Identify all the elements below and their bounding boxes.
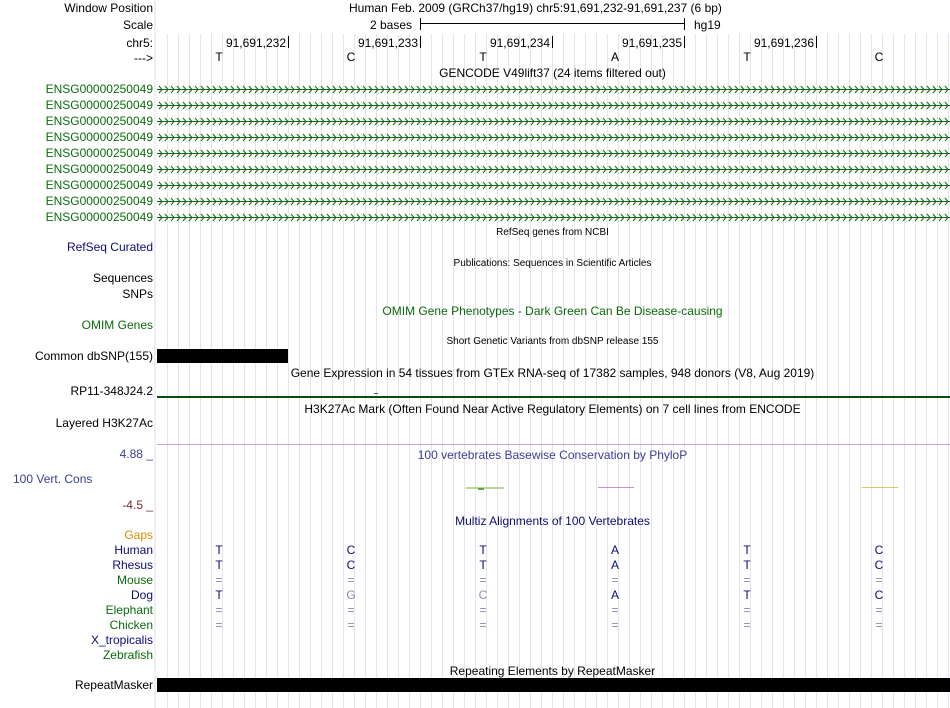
alignment-base: T (743, 543, 751, 557)
phylop-title: 100 vertebrates Basewise Conservation by PhyloP (417, 448, 688, 462)
alignment-base: A (610, 558, 619, 572)
species-label[interactable]: Zebrafish (102, 648, 153, 662)
coordinate-tick-mark (420, 36, 421, 48)
snps-label[interactable]: SNPs (122, 287, 153, 301)
alignment-base: = (215, 603, 223, 617)
alignment-base: A (610, 588, 619, 602)
coordinate-tick-label: 91,691,235 (621, 36, 682, 50)
coordinate-tick-label: 91,691,236 (753, 36, 814, 50)
repeatmasker-label[interactable]: RepeatMasker (74, 678, 153, 692)
gencode-transcript-arrows[interactable] (157, 213, 950, 223)
dbsnp-variant-bar[interactable] (157, 349, 288, 363)
refseq-curated-label[interactable]: RefSeq Curated (66, 240, 153, 254)
gencode-gene-label[interactable]: ENSG00000250049 (45, 114, 153, 128)
alignment-base: = (479, 573, 487, 587)
strand-label: ---> (134, 51, 153, 65)
alignment-base: = (215, 573, 223, 587)
reference-base: C (346, 50, 356, 64)
coordinate-tick-label: 91,691,232 (225, 36, 286, 50)
publications-title: Publications: Sequences in Scientific Articles (453, 258, 652, 269)
alignment-base: = (479, 603, 487, 617)
alignment-base: = (347, 603, 355, 617)
chrom-label: chr5: (126, 36, 153, 50)
alignment-base: T (215, 588, 223, 602)
scale-text: 2 bases (370, 18, 413, 32)
reference-base: T (743, 50, 751, 64)
coordinate-tick-mark (816, 36, 817, 48)
alignment-base: = (611, 603, 619, 617)
alignment-base: = (875, 603, 883, 617)
gencode-transcript-arrows[interactable] (157, 181, 950, 191)
species-label[interactable]: Human (114, 543, 153, 557)
h3k27ac-label[interactable]: Layered H3K27Ac (55, 416, 153, 430)
reference-base: A (610, 50, 619, 64)
repeatmasker-element-bar[interactable] (157, 678, 950, 692)
gencode-transcript-arrows[interactable] (157, 149, 950, 159)
alignment-base: C (874, 543, 884, 557)
alignment-base: = (215, 618, 223, 632)
gencode-gene-label[interactable]: ENSG00000250049 (45, 130, 153, 144)
omim-title: OMIM Gene Phenotypes - Dark Green Can Be Disease-causing (382, 304, 723, 318)
alignment-base: T (215, 543, 223, 557)
species-label[interactable]: Dog (130, 588, 153, 602)
reference-base: T (479, 50, 487, 64)
phylop-max-label: 4.88 _ (119, 447, 153, 461)
alignment-base: C (346, 543, 356, 557)
refseq-title: RefSeq genes from NCBI (496, 227, 609, 238)
alignment-base: C (874, 588, 884, 602)
alignment-base: C (346, 558, 356, 572)
gaps-label[interactable]: Gaps (124, 528, 153, 542)
alignment-base: T (479, 558, 487, 572)
coordinate-tick-mark (288, 36, 289, 48)
species-label[interactable]: Mouse (116, 573, 153, 587)
species-label[interactable]: Rhesus (112, 558, 153, 572)
gtex-tick (374, 393, 378, 394)
assembly-name: hg19 (694, 18, 721, 32)
dbsnp-title: Short Genetic Variants from dbSNP release 155 (446, 336, 659, 347)
coordinate-tick-label: 91,691,234 (489, 36, 550, 50)
gtex-baseline[interactable] (157, 396, 950, 398)
alignment-base: = (347, 618, 355, 632)
window-position-label: Window Position (64, 1, 153, 15)
gencode-gene-label[interactable]: ENSG00000250049 (45, 178, 153, 192)
alignment-base: T (479, 543, 487, 557)
window-position-value: Human Feb. 2009 (GRCh37/hg19) chr5:91,691,232-91,691,237 (6 bp) (349, 1, 722, 15)
publications-sequences-label[interactable]: Sequences (92, 271, 153, 285)
phylop-label[interactable]: 100 Vert. Cons (13, 472, 93, 486)
gencode-transcript-arrows[interactable] (157, 165, 950, 175)
gencode-gene-label[interactable]: ENSG00000250049 (45, 82, 153, 96)
alignment-base: = (611, 618, 619, 632)
alignment-base: A (610, 543, 619, 557)
dbsnp-label[interactable]: Common dbSNP(155) (34, 349, 153, 363)
alignment-base: G (346, 588, 356, 602)
coordinate-tick-mark (552, 36, 553, 48)
h3k27ac-title: H3K27Ac Mark (Often Found Near Active Regulatory Elements) on 7 cell lines from ENCODE (304, 402, 801, 416)
gencode-gene-label[interactable]: ENSG00000250049 (45, 194, 153, 208)
gencode-gene-label[interactable]: ENSG00000250049 (45, 162, 153, 176)
gencode-transcript-arrows[interactable] (157, 117, 950, 127)
alignment-base: = (743, 603, 751, 617)
alignment-base: = (875, 573, 883, 587)
alignment-base: = (611, 573, 619, 587)
multiz-title: Multiz Alignments of 100 Vertebrates (455, 514, 650, 528)
alignment-base: T (215, 558, 223, 572)
alignment-base: C (874, 558, 884, 572)
alignment-base: = (743, 573, 751, 587)
species-label[interactable]: X_tropicalis (90, 633, 153, 647)
alignment-base: = (347, 573, 355, 587)
gencode-title: GENCODE V49lift37 (24 items filtered out) (439, 66, 666, 80)
gtex-gene-label[interactable]: RP11-348J24.2 (70, 384, 153, 398)
species-label[interactable]: Elephant (105, 603, 153, 617)
gencode-transcript-arrows[interactable] (157, 85, 950, 95)
repeatmasker-title: Repeating Elements by RepeatMasker (449, 664, 656, 678)
coordinate-tick-mark (684, 36, 685, 48)
reference-base: T (215, 50, 223, 64)
gencode-gene-label[interactable]: ENSG00000250049 (45, 210, 153, 224)
reference-base: C (874, 50, 884, 64)
alignment-base: C (478, 588, 488, 602)
phylop-min-label: -4.5 _ (122, 498, 153, 512)
gencode-transcript-arrows[interactable] (157, 133, 950, 143)
species-label[interactable]: Chicken (109, 618, 153, 632)
scale-label: Scale (122, 18, 153, 32)
alignment-base: = (743, 618, 751, 632)
h3k27ac-signal-line[interactable] (157, 444, 950, 445)
alignment-base: = (875, 618, 883, 632)
gencode-transcript-arrows[interactable] (157, 101, 950, 111)
gencode-gene-label[interactable]: ENSG00000250049 (45, 98, 153, 112)
gencode-transcript-arrows[interactable] (157, 197, 950, 207)
gtex-title: Gene Expression in 54 tissues from GTEx RNA-seq of 17382 samples, 948 donors (V8, Aug 2019) (290, 366, 815, 380)
scale-bar (420, 18, 685, 30)
omim-genes-label[interactable]: OMIM Genes (81, 318, 153, 332)
coordinate-tick-label: 91,691,233 (357, 36, 418, 50)
gencode-gene-label[interactable]: ENSG00000250049 (45, 146, 153, 160)
alignment-base: T (743, 588, 751, 602)
alignment-base: T (743, 558, 751, 572)
alignment-base: = (479, 618, 487, 632)
